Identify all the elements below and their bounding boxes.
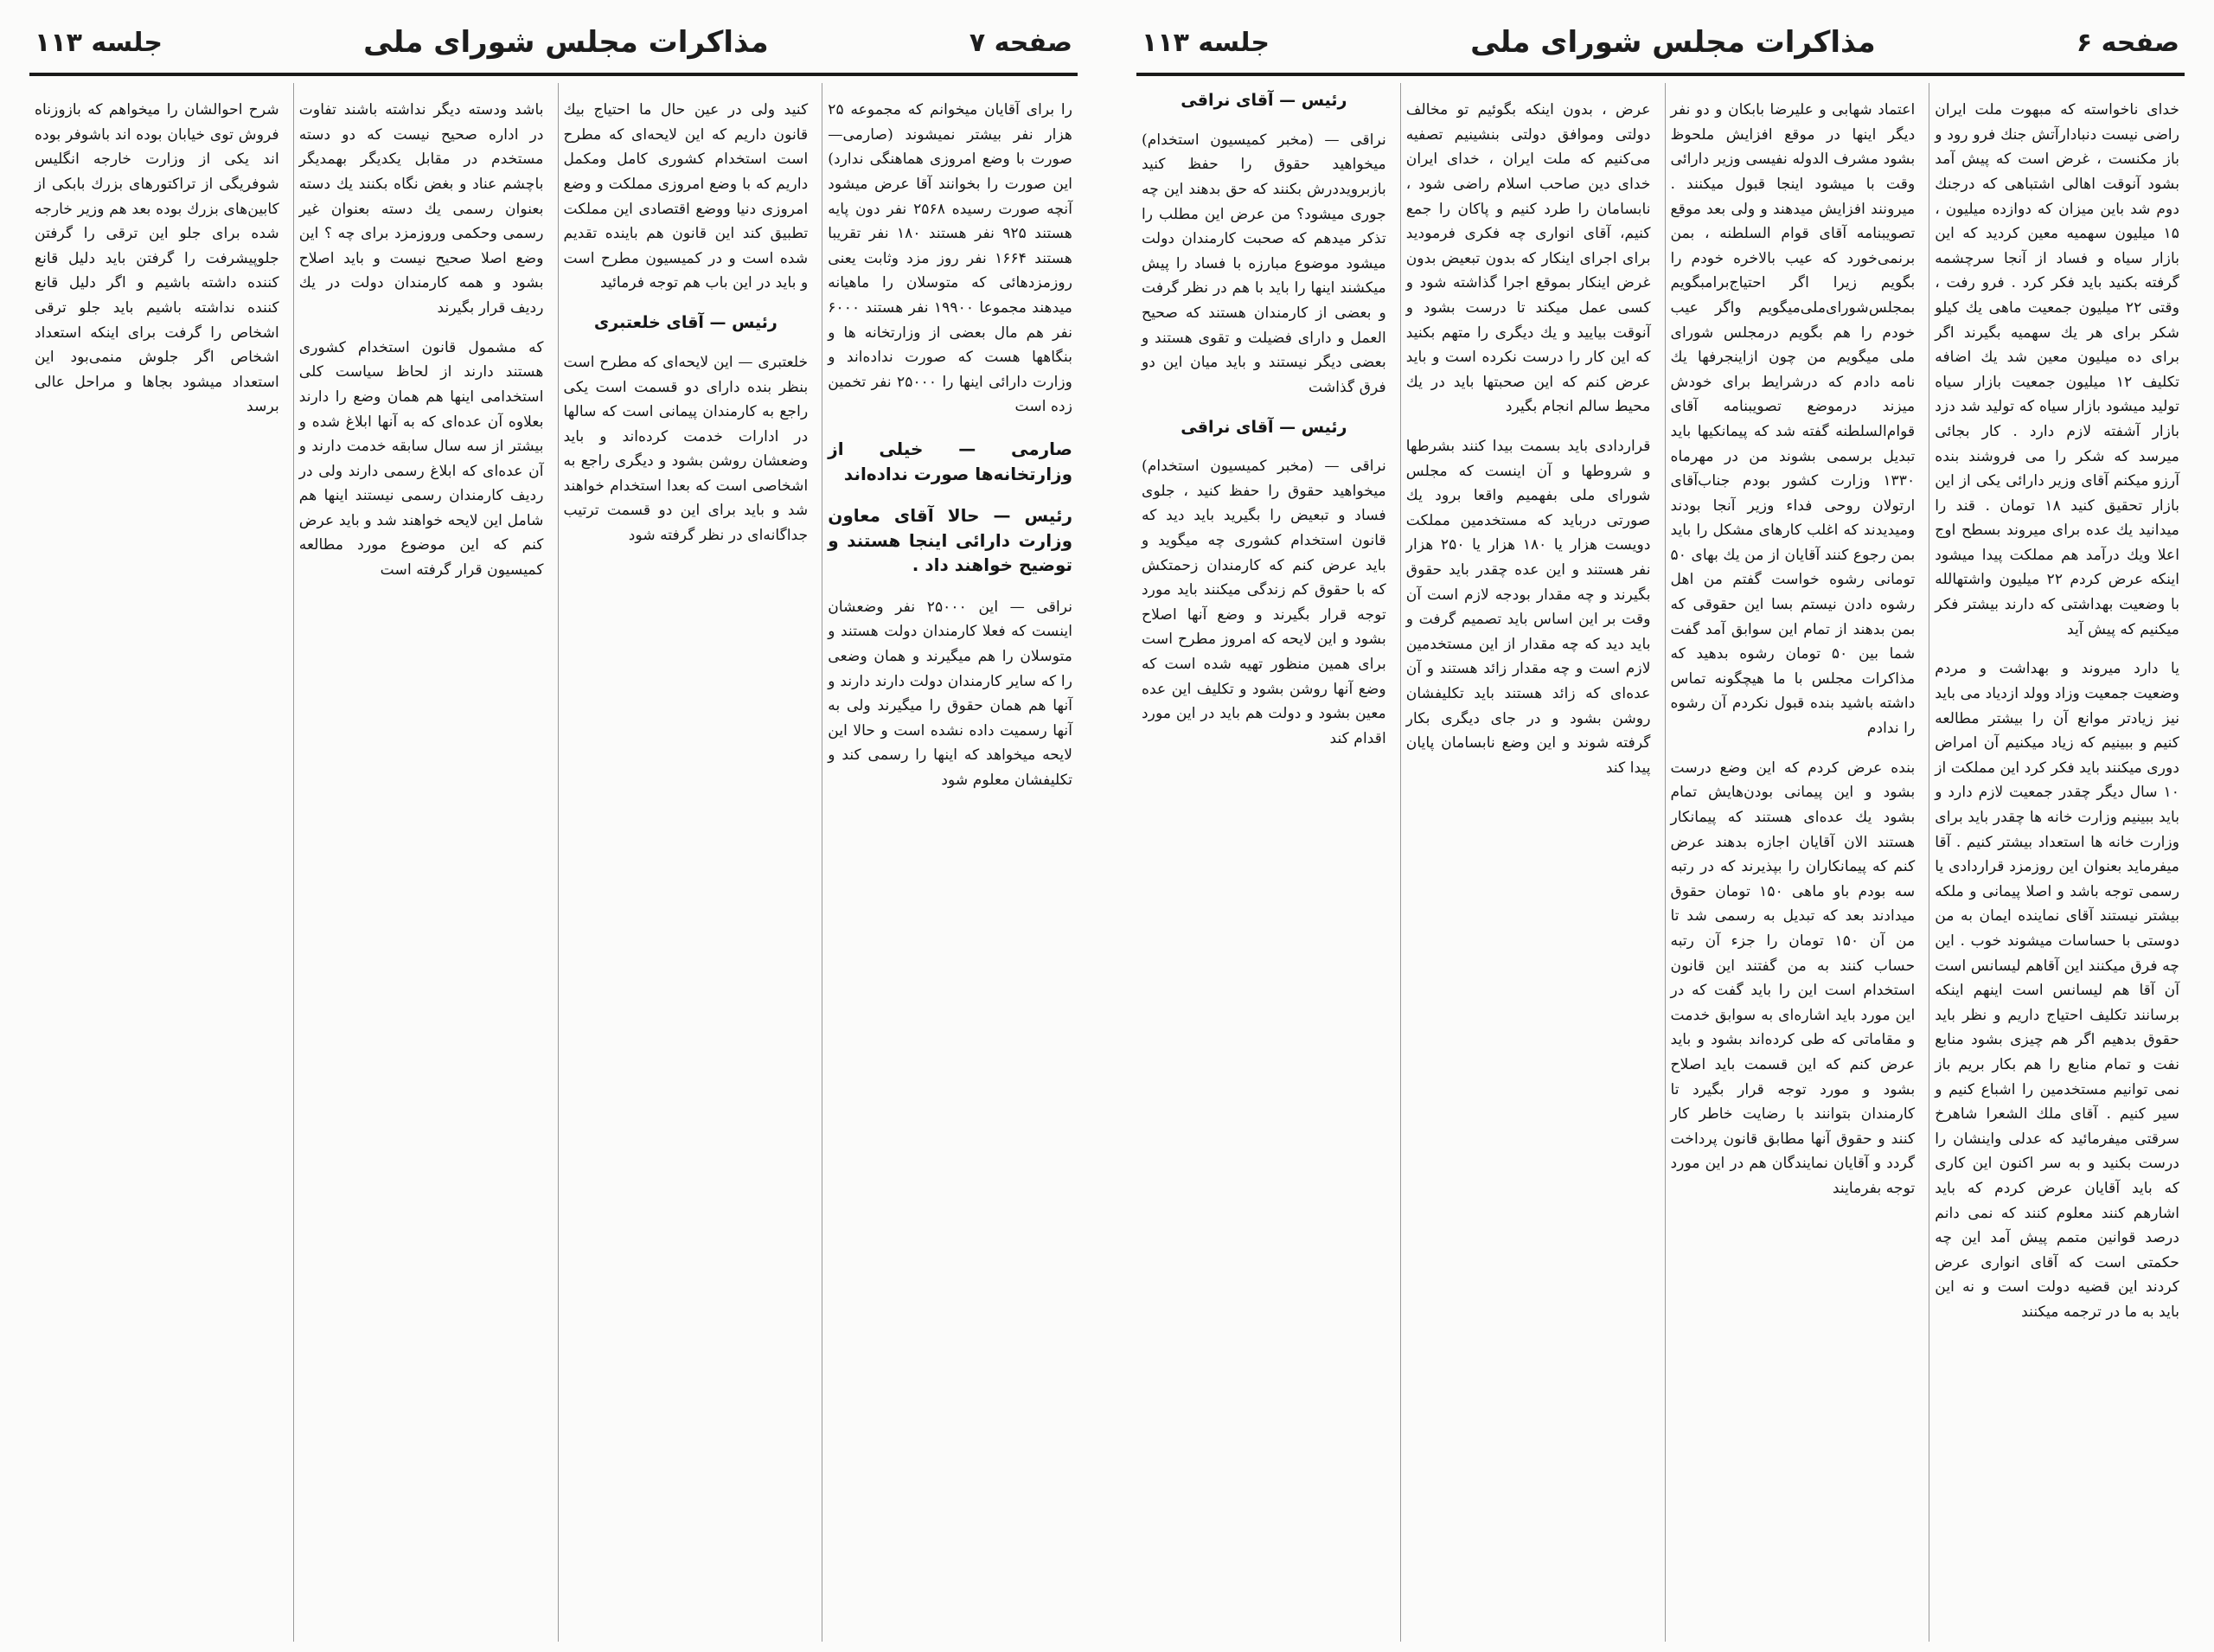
paragraph: خلعتبرى — اين لايحه‌اى كه مطرح است بنظر بنده داراى دو قسمت است يكى راجع به كارمندان پيمانى است كه سالها در ادارات خدمت كرده‌اند و بايد وضعشان روشن بشود و ديگرى راجع به اشخاصى است كه بعدا استخدام خواهند شد و بايد براى اين دو قسمت ترتيب جداگانه‌اى در نظر گرفته شود [563,353,809,545]
right-columns [1136,83,2185,1642]
paragraph: بنده عرض كردم كه اين وضع درست بشود و اين پيمانى بودن‌هايش تمام بشود يك عده‌اى هستند كه پيمانكار هستند الان آقايان اجازه بدهند عرض كنم كه پيمانكاران را بپذيرند كه در رتبه سه بودم باو ماهى ۱۵۰ تومان حقوق ميدادند بعد كه تبديل به رسمى شد تا من آن ۱۵۰ تومان را جزء آن رتبه حساب كنند به من گفتند اين قانون استخدام است اين را بايد گفت كه در اين مورد بايد اشاره‌اى به سوابق خدمت و مقاماتى كه طى كرده‌اند بشود و بايد عرض كنم كه اين قسمت بايد اصلاح بشود و مورد توجه قرار بگيرد تا كارمندان بتوانند با رضايت خاطر كار كنند و حقوق آنها مطابق قانون پرداخت گردد و آقايان نمايندگان هم در اين مورد توجه بفرمايند [1670,759,1916,1197]
speaker-heading: رئيس — آقاى نراقى [1181,91,1347,110]
right-page [1107,0,2214,1652]
paragraph: نراقى — (مخبر كميسيون استخدام) ميخواهيد حقوق را حفظ كنيد بازبرويددرش بكنند كه حق بدهند اين چه جورى ميشود؟ من عرض اين مطلب را تذكر ميدهم كه صحبت كارمندان دولت ميشود موضوع مبارزه با فساد را پيش ميكشند اينها را بايد با هم در نظر گرفت و بعضى از كارمندان هستند كه صحيح العمل و داراى فضيلت و تقوى هستند و بعضى ديگر نيستند و بايد ميان اين دو فرق گذاشت [1142,131,1386,396]
paragraph: شرح احوالشان را ميخواهم كه بازوزناه فروش توى خيابان بوده اند باشوفر بوده اند يكى از وزارت خارجه انگليس شوفريگى از تراكتورهاى بزرك بابكى از كابين‌هاى بزرك بوده بعد هم وزير خارجه شده براى جلو اين ترقى را گرفتن جلوپيشرفت را گرفتن بايد دليل قانع كننده داشته باشيم و اگر دليل قانع كننده نداشته باشيم بايد جلو ترقى اشخاص را گرفت براى اينكه استعداد اشخاص اگر جلوش منمى‌بود اين استعداد ميشود بجاها و مراحل عالى برسد [35,101,279,416]
page-number: صفحه ۷ [969,27,1072,58]
right-page-header [1142,16,2179,69]
speaker-line: رئيس — حالا آقاى معاون وزارت دارائى اينجا هستند و توضيح خواهند داد . [828,505,1072,576]
paragraph: نراقى — (مخبر كميسيون استخدام) ميخواهيد حقوق را حفظ كنيد ، جلوى فساد و تبعيض را بگيريد بايد ديد كه قانون استخدام كشورى چه ميگويد و بايد عرض كنم كه كارمندان زحمتكش كه با حقوق كم زندگى ميكنند بايد مورد توجه قرار بگيرند و وضع آنها اصلاح بشود و اين لايحه كه امروز مطرح است براى همين منظور تهيه شده است كه وضع آنها روشن بشود و تكليف اين عده معين بشود و دولت هم بايد در اين مورد اقدام كند [1142,458,1386,747]
speaker-heading: رئيس — آقاى نراقى [1181,417,1347,437]
paragraph: عرض ، بدون اينكه بگوئيم تو مخالف دولتى وموافق دولتى بنشينيم تصفيه مى‌كنيم كه ملت ايران ، خداى ايران خداى دين صاحب اسلام راضى شود ، نابسامان را طرد كنيم و پاكان را جمع كنيم، آقاى انوارى چه فكرى فرموديد براى اجراى اينكار كه بدون تبعيض بدون غرض اينكار بموقع اجرا گذاشته شود و كسى عمل ميكند تا درست بشود و آنوقت بياييد و يك ديگرى را متهم بكنيد كه اين كار را درست نكرده است و بايد عرض كنم كه اين صحبتها بايد در يك محيط سالم انجام بگيرد [1405,101,1651,416]
text-column [558,83,814,1642]
paragraph: خداى ناخواسته كه مبهوت ملت ايران راضى نيست دنبادارآتش جنك فرو رود و باز مكنست ، غرض است كه پيش آمد بشود آنوقت اهالى اشتباهى كه درجنك دوم شد باين ميزان كه دوازده ميليون ، ۱۵ ميليون سهميه معين كرديد كه اين بازار سياه و فساد از آنجا سرچشمه گرفته بكنيد بايد فكر كرد . فرو رفت ، وقتى ۲۲ ميليون جمعيت ماهى يك كيلو شكر براى هر يك سهميه بگيرند اگر براى ده ميليون معين شد يك اضافه تكليف ۱۲ ميليون جمعيت بازار سياه توليد ميشود بازار سياه كه توليد شد دزد بازار آشفته لازم دارد . كار بجائى ميرسد كه شكر را مى فروشند بنده آرزو ميكنم آقاى وزير دارائى يكى از اين بازار تحقيق كنيد ۱۸ تومان . قند را ميدانيد يك عده براى ميروند بسطح اوج اعلا ويك درآمد هم مملكت پيدا ميشود اينكه عرض كردم ۲۲ ميليون واشتهالله با وضعيت بهداشتى كه دارند بيشتر فكر ميكنيم كه پيش آيد [1935,101,2179,638]
paragraph: نراقى — اين ۲۵۰۰۰ نفر وضعشان اينست كه فعلا كارمندان دولت هستند و متوسلان را هم ميگيرند و همان وضعى را كه ساير كارمندان دولت دارند دارند و آنها هم همان حقوق را ميگيرند ولى به آنها رسميت داده نشده است و حالا اين لايحه ميخواهد كه اينها را رسمى كند و تكليفشان معلوم شود [828,598,1072,790]
paragraph: كنيد ولى در عين حال ما احتياج بيك قانون داريم كه اين لايحه‌اى كه مطرح است استخدام كشورى كامل ومكمل داريم كه با وضع امروزى مملكت و وضع امروزى دنيا ووضع اقتصادى اين مملكت تطبيق كند اين قانون هم باينده تقديم شده است و در كميسيون مطرح است و بايد در اين باب هم توجه فرمائيد [563,101,809,292]
page-number: صفحه ۶ [2076,27,2179,58]
page-title: مذاكرات مجلس شوراى ملى [363,25,769,60]
header-rule [1136,73,2185,76]
left-columns [29,83,1078,1642]
header-rule [29,73,1078,76]
text-column [1929,83,2185,1642]
left-page-header [35,16,1072,69]
paragraph: قراردادى بايد بسمت بيدا كنند بشرطها و شروطها و آن اينست كه مجلس شوراى ملى بفهميم‌ واقعا‌ برود‌ يك صورتى دربايد كه مستخدمين مملكت دويست هزار يا ۱۸۰ هزار يا ۲۵۰ هزار نفر هستند و اين عده چقدر بايد حقوق بگيرند و چه مقدار بودجه لازم است آن وقت بر اين اساس بايد تصميم گرفت و بايد ديد كه چه مقدار از اين مستخدمين لازم است و چه مقدار زائد هستند و آن عده‌اى كه زائد هستند بايد تكليفشان روشن بشود و در جاى ديگرى بكار گرفته شوند و اين وضع نابسامان پايان پيدا كند [1405,438,1651,777]
paragraph: يا دارد ميروند و بهداشت و مردم وضعيت جمعيت وزاد وولد ازدياد مى بايد نيز زيادتر موانع آن را بيشتر مطالعه كنيم و ببينيم كه زياد ميكنيم آن امراض دورى ميكنند بايد فكر كرد اين مملكت از ۱۰ سال ديگر چقدر جمعيت لازم دارد و بايد ببينيم وزارت خانه ها چقدر بايد براى وزارت خانه ها استعداد بيشتر كنيم . آقا ميفرمايد بعنوان اين روزمزد قراردادى يا رسمى توجه باشد و اصلا پيمانى و ملكه بيشتر نيستند آقاى نماينده ايمان به من دوستى با حساسات ميشوند خوب . اين چه فرق ميكنند اين آقاهم ليسانس است آن آقا هم ليسانس است اينهم اينكه برسانند تكليف احتياج داريم و نظر بايد حقوق بدهيم اگر هم چيزى بشود منابع نفت و تمام منابع را هم بكار بريم باز نمى توانيم مستخدمين را اشباع كنيم و سير كنيم . آقاى ملك الشعرا شاهرخ سرقتى ميفرمائيد كه عدلى واينشان را درست بكنيد و به سر اكنون اين كارى كه بايد آقايان عرض كردم كه بايد اشارهم كنند معلوم كنند كه نمى دانم درصد قوانين متمم پيش آمد اين چه حكمتى است كه آقاى انوارى عرض كردند اين قضيه دولت است و نه اين بايد به ما در ترجمه ميكنند [1935,660,2179,1321]
paragraph: كه مشمول قانون استخدام كشورى هستند دارند از لحاظ سياست كلى استخدامى اينها هم همان وضع را دارند بعلاوه آن عده‌اى كه به آنها ابلاغ شده و بيشتر از سه سال سابقه خدمت دارند و آن عده‌اى كه ابلاغ رسمى دارند ولى در رديف كارمندان رسمى نيستند اينها هم شامل اين لايحه خواهند شد و بايد عرض كنم كه اين موضوع مورد مطالعه كميسيون قرار گرفته است [298,338,544,579]
text-column [1665,83,1921,1642]
text-column [1136,83,1392,1642]
paragraph: اعتماد شهابى و عليرضا بابكان و دو نفر ديگر اينها در موقع افزايش ملحوظ بشود مشرف الدوله نفيسى وزير دارائى وقت با ميشود اينجا قبول ميكنند . ميرونند افزايش ميدهند و ولى بعد موقع تصويبنامه آقاى قوام السلطنه ، بمن برنمى‌خورد كه عيب بالاخره خودم را بگويم زيرا اگر احتياج‌برامبگويم بمجلس‌شوراى‌ملى‌ميگويم واگر عيب خودم را هم بگويم درمجلس شوراى ملى ميگويم من چون ازاينجر‌فها يك نامه دادم كه درشرايط براى خودش ميزند درموضع تصويبنامه آقاى قوام‌السلطنه گفته شد كه پيمانكيها بايد تبديل برسمى بشوند من در مهرماه ۱۳۳۰ وزارت كشور بودم جناب‌آقاى ارتولان روحى فداء وزير آنجا بودند وميديدند كه اغلب كارهاى مشكل را بايد بمن رجوع كنند آقايان از من يك بهاى ۵۰ تومانى رشوه خواست گفتم من اهل رشوه دادن نيستم بسا اين حقوقى كه بمن بدهند از تمام اين سوابق آمد گفت شما بين ۵۰ تومان رشوه بدهيد كه مذاكرات مجلس با ما هيچگونه تماس داشته باشيد بنده قبول نكردم آن رشوه را ندادم [1670,101,1916,738]
session-label: جلسه ۱۱۳ [35,27,163,58]
page-title: مذاكرات مجلس شوراى ملى [1470,25,1876,60]
text-column [29,83,285,1642]
session-label: جلسه ۱۱۳ [1142,27,1270,58]
paragraph: را براى آقايان ميخوانم كه مجموعه ۲۵ هزار نفر بيشتر نميشوند (صارمى— صورت با وضع امروزى هماهنگى ندارد) اين صورت را بخوانند آقا عرض ميشود آنچه صورت رسيده ۲۵۶۸ نفر دون پايه هستند ۹۲۵ نفر هستند ۱۸۰ نفر تقريبا هستند ۱۶۶۴ نفر روز مزد وثابت يعنى روزمزدهائى كه متوسلان را ماهيانه ميدهند مجموعا ۱۹۹۰۰ نفر هستند ۶۰۰۰ نفر هم مال بعضى از وزارتخانه ها و بنگاهها هست كه صورت نداده‌اند و وزارت دارائى اينها را ۲۵۰۰۰ نفر تخمين زده است [828,101,1072,416]
text-column [822,83,1078,1642]
speaker-heading: رئيس — آقاى خلعتبرى [593,313,777,333]
paragraph: باشد ودسته ديگر نداشته باشند تفاوت در اداره صحيح نيست كه دو دسته مستخدم در مقابل يكديگر بهمديگر باچشم عناد و بغض نگاه بكنند يك دسته بعنوان رسمى يك دسته بعنوان غير رسمى وحكمى وروزمزد براى چه ؟ اين وضع اصلا صحيح نيست و بايد اصلاح بشود و همه كارمندان دولت در يك رديف قرار بگيرند [298,101,544,317]
text-column [1400,83,1656,1642]
speaker-line: صارمى — خيلى از وزارتخانه‌ها صورت نداده‌اند [828,438,1072,484]
text-column [293,83,549,1642]
